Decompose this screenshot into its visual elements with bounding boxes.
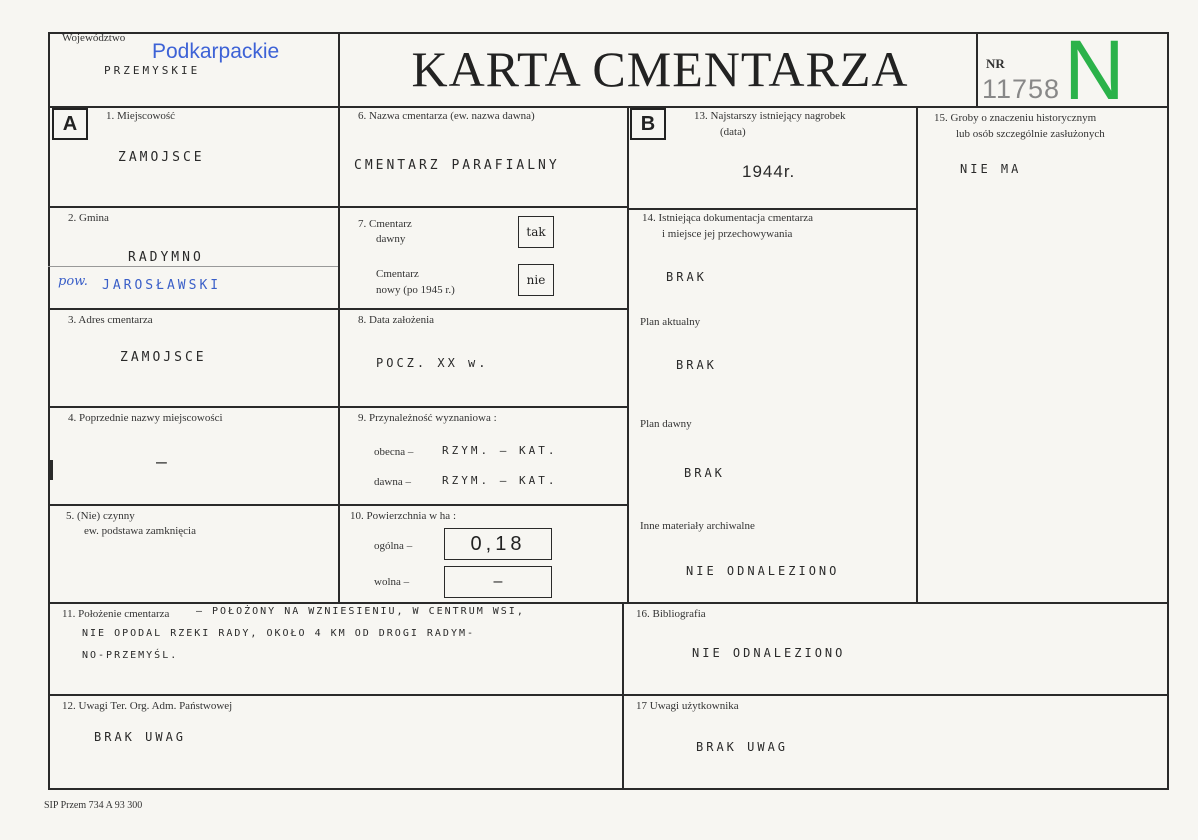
row-line-3: [48, 406, 628, 408]
field-15-sublabel: lub osób szczególnie zasłużonych: [956, 128, 1105, 140]
field-1-value: ZAMOJSCE: [118, 150, 205, 165]
frame-top: [48, 32, 1168, 34]
field-14-value: BRAK: [666, 270, 707, 284]
field-4-label: 4. Poprzednie nazwy miejscowości: [68, 412, 223, 424]
field-11-label: 11. Położenie cmentarza: [62, 608, 170, 620]
field-12-label: 12. Uwagi Ter. Org. Adm. Państwowej: [62, 700, 233, 712]
wojewodztwo-label: Województwo: [62, 32, 126, 44]
col-divider-2: [627, 106, 629, 602]
margin-mark: [50, 460, 53, 480]
section-b-badge: B: [630, 108, 666, 140]
field-9-obecna-value: RZYM. – KAT.: [442, 444, 558, 457]
field-7-dawny-box: tak: [518, 216, 554, 248]
frame-right: [1167, 32, 1169, 790]
field-10-wolna-label: wolna –: [374, 576, 410, 588]
plan-dawny-label: Plan dawny: [640, 418, 692, 430]
row-line-2: [48, 308, 628, 310]
field-17-label: 17 Uwagi użytkownika: [636, 700, 739, 712]
field-11-line3: NO-PRZEMYŚL.: [82, 650, 179, 661]
field-9-dawna-value: RZYM. – KAT.: [442, 474, 558, 487]
field-10-wolna-box: –: [444, 566, 552, 598]
field-7-label-a: 7. Cmentarz: [358, 218, 412, 230]
field-3-label: 3. Adres cmentarza: [68, 314, 153, 326]
province-stamp: Podkarpackie: [152, 40, 280, 63]
field-7-label-a2: dawny: [376, 233, 406, 245]
field-13-sublabel: (data): [720, 126, 746, 138]
field-15-label: 15. Groby o znaczeniu historycznym: [934, 112, 1097, 124]
field-8-value: POCZ. XX w.: [376, 356, 489, 370]
category-letter: N: [1064, 23, 1125, 117]
field-1-label: 1. Miejscowość: [106, 110, 176, 122]
field-5-label: 5. (Nie) czynny: [66, 510, 135, 522]
header-nr-divider: [976, 32, 978, 106]
field-9-label: 9. Przynależność wyznaniowa :: [358, 412, 497, 424]
field-4-value: —: [156, 452, 170, 473]
field-7-label-b: Cmentarz: [376, 268, 419, 280]
row-line-1: [48, 206, 628, 208]
field-3-value: ZAMOJSCE: [120, 350, 207, 365]
header-bottom-line: [48, 106, 1168, 108]
plan-aktualny-label: Plan aktualny: [640, 316, 701, 328]
field-16-value: NIE ODNALEZIONO: [692, 646, 846, 660]
field-10-ogolna-label: ogólna –: [374, 540, 413, 552]
field-2-value: RADYMNO: [128, 250, 204, 265]
field-17-value: BRAK UWAG: [696, 740, 789, 754]
field-2-label: 2. Gmina: [68, 212, 109, 224]
field-9-dawna-label: dawna –: [374, 476, 411, 488]
frame-bottom: [48, 788, 1168, 790]
field-7-label-b2: nowy (po 1945 r.): [376, 284, 455, 296]
field-13-label: 13. Najstarszy istniejący nagrobek: [694, 110, 846, 122]
nr-value: 11758: [982, 74, 1061, 104]
field-10-label: 10. Powierzchnia w ha :: [350, 510, 456, 522]
inne-materialy-value: NIE ODNALEZIONO: [686, 564, 840, 578]
page-title: KARTA CMENTARZA: [411, 41, 909, 97]
row-line-6: [48, 694, 1168, 696]
frame-left: [48, 32, 50, 790]
field-15-value: NIE MA: [960, 162, 1022, 176]
field-5-sublabel: ew. podstawa zamknięcia: [84, 525, 196, 537]
field-14-label: 14. Istniejąca dokumentacja cmentarza: [642, 212, 814, 224]
bottom-col-divider: [622, 602, 624, 789]
field-16-label: 16. Bibliografia: [636, 608, 706, 620]
row-line-4: [48, 504, 628, 506]
section-a-badge: A: [52, 108, 88, 140]
field-6-label: 6. Nazwa cmentarza (ew. nazwa dawna): [358, 110, 535, 122]
field-11-line2: NIE OPODAL RZEKI RADY, OKOŁO 4 KM OD DROGI RADYM-: [82, 628, 476, 639]
inne-materialy-label: Inne materiały archiwalne: [640, 520, 755, 532]
field-13-value: 1944r.: [742, 162, 796, 181]
col-divider-1: [338, 32, 340, 602]
plan-aktualny-value: BRAK: [676, 358, 717, 372]
field-11-line1: – POŁOŻONY NA WZNIESIENIU, W CENTRUM WSI,: [196, 606, 525, 617]
row-line-5: [48, 602, 1168, 604]
field-2-pow-prefix: pow.: [58, 274, 88, 289]
nr-label: NR: [986, 56, 1005, 71]
field-9-obecna-label: obecna –: [374, 446, 414, 458]
field-10-ogolna-box: 0,18: [444, 528, 552, 560]
field-6-value: CMENTARZ PARAFIALNY: [354, 158, 560, 173]
field-12-value: BRAK UWAG: [94, 730, 187, 744]
province-handwritten: PRZEMYSKIE: [104, 64, 201, 77]
print-code: SIP Przem 734 A 93 300: [44, 800, 143, 811]
col-divider-3: [916, 106, 918, 602]
field-8-label: 8. Data założenia: [358, 314, 435, 326]
gmina-underline: [48, 266, 338, 267]
plan-dawny-value: BRAK: [684, 466, 725, 480]
field-14-sublabel: i miejsce jej przechowywania: [662, 228, 793, 240]
field-2-pow-value: JAROSŁAWSKI: [102, 278, 222, 293]
field-7-nowy-box: nie: [518, 264, 554, 296]
